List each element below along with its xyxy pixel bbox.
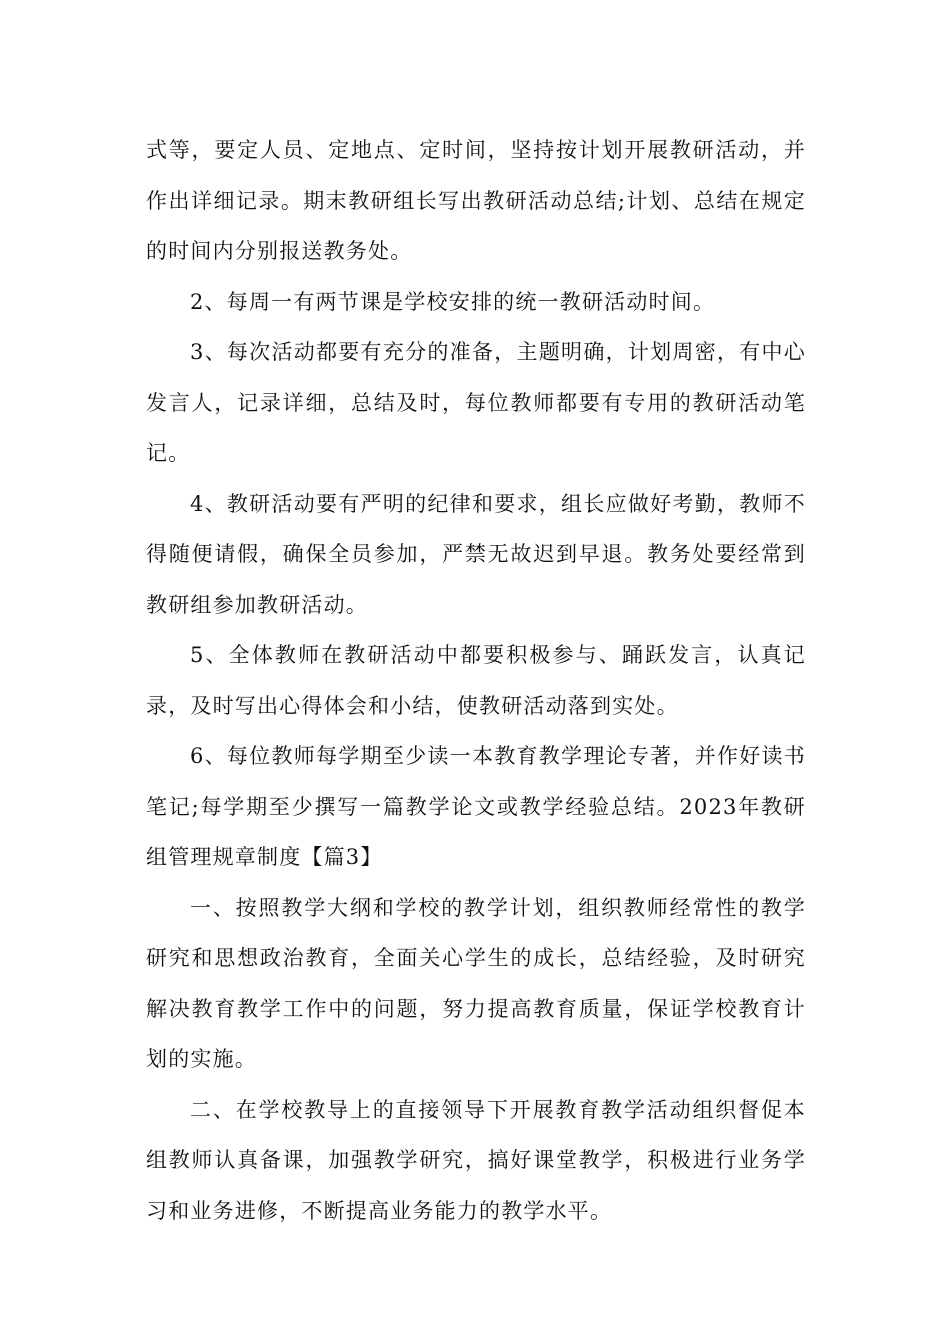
paragraph-item-4: 4、教研活动要有严明的纪律和要求，组长应做好考勤，教师不得随便请假，确保全员参加，严禁无故迟到早退。教务处要经常到教研组参加教研活动。 (146, 491, 806, 617)
paragraph-item-5: 5、全体教师在教研活动中都要积极参与、踊跃发言，认真记录，及时写出心得体会和小结，使教研活动落到实处。 (146, 643, 806, 718)
paragraph-item-3: 3、每次活动都要有充分的准备，主题明确，计划周密，有中心发言人，记录详细，总结及时，每位教师都要有专用的教研活动笔记。 (146, 340, 806, 465)
paragraph-item-2: 2、每周一有两节课是学校安排的统一教研活动时间。 (190, 289, 716, 314)
paragraph-section-2: 二、在学校教导上的直接领导下开展教育教学活动组织督促本组教师认真备课，加强教学研究，搞好课堂教学，积极进行业务学习和业务进修，不断提高业务能力的教学水平。 (146, 1097, 806, 1223)
paragraph-section-1: 一、按照教学大纲和学校的教学计划，组织教师经常性的教学研究和思想政治教育，全面关心学生的成长，总结经验，及时研究解决教育教学工作中的问题，努力提高教育质量，保证学校教育计划的实施。 (146, 895, 806, 1071)
paragraph-item-6: 6、每位教师每学期至少读一本教育教学理论专著，并作好读书笔记;每学期至少撰写一篇教学论文或教学经验总结。2023年教研组管理规章制度【篇3】 (146, 744, 806, 869)
document-body (146, 125, 806, 1236)
paragraph-continuation: 式等，要定人员、定地点、定时间，坚持按计划开展教研活动，并作出详细记录。期末教研组长写出教研活动总结;计划、总结在规定的时间内分别报送教务处。 (146, 138, 806, 263)
